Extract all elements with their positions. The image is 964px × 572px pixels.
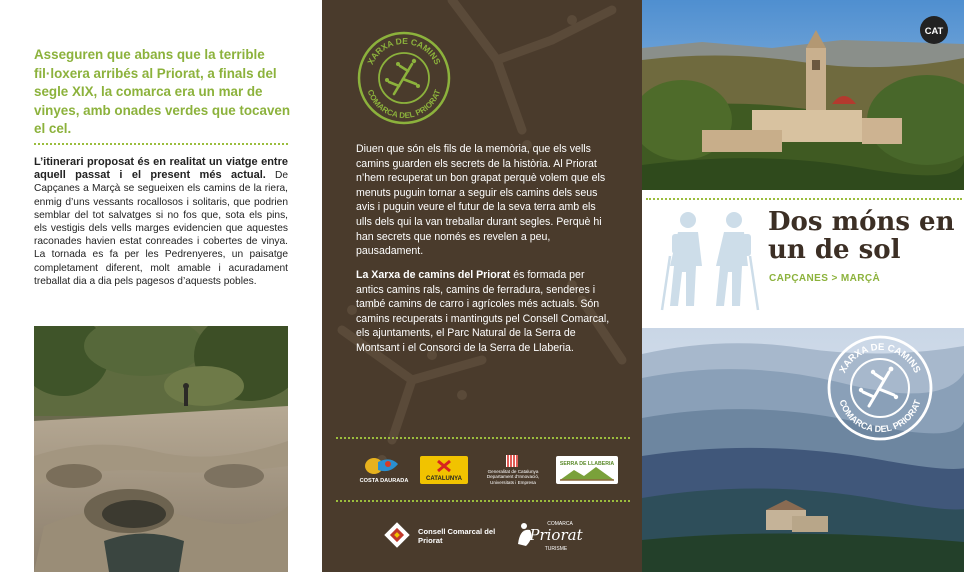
itinerary-text bbox=[34, 156, 288, 288]
seal-white-top-text: XARXA DE CAMINS bbox=[837, 341, 923, 375]
generalitat-label: Generalitat de Catalunya Departament d’Innovació, Universitats i Empresa bbox=[486, 469, 540, 485]
seal-bottom-text: COMARCA DEL PRIORAT bbox=[365, 88, 443, 121]
dotted-divider-title bbox=[646, 198, 962, 200]
right-panel bbox=[642, 0, 964, 572]
middle-panel bbox=[322, 0, 642, 572]
serra-llaberia-logo bbox=[556, 456, 618, 484]
priorat-wordmark: Priorat bbox=[529, 526, 583, 544]
generalitat-logo bbox=[478, 456, 548, 484]
priorat-turisme-logo-icon bbox=[510, 516, 584, 556]
itinerary-lead: L’itinerari proposat és en realitat un viatge entre aquell passat i el present més actual. bbox=[34, 156, 288, 182]
xarxa-camins-seal-white-icon bbox=[826, 334, 934, 442]
village-church-photo bbox=[642, 0, 964, 190]
llaberia-mountain-icon bbox=[556, 456, 618, 484]
svg-text:XARXA DE CAMINS bbox=[365, 36, 443, 66]
page-title: Dos móns en un de sol bbox=[768, 207, 955, 265]
network-lead: La Xarxa de camins del Priorat bbox=[356, 269, 511, 281]
seal-top-text: XARXA DE CAMINS bbox=[365, 35, 443, 67]
hikers-icon bbox=[658, 206, 768, 318]
dotted-divider bbox=[34, 143, 288, 145]
language-badge[interactable]: CAT bbox=[920, 16, 948, 44]
dotted-divider-top bbox=[336, 437, 630, 439]
costa-daurada-label: COSTA DAURADA bbox=[359, 478, 409, 484]
consell-comarcal-label: Consell Comarcal del Priorat bbox=[418, 527, 496, 545]
network-body: és formada per antics camins rals, camins de ferradura, senderes i també camins de carro i agrícoles més actuals. Són camins recuperats i mantinguts pel Consell Comarcal, els ajuntaments, el Parc Natural de la Serra de Montsant i el Consorci de la Serra de Llaberia. bbox=[356, 269, 610, 354]
intro-quote: Asseguren que abans que la terrible fil·loxera arribés al Priorat, a finals del segle XIX, la comarca era un mar de vinyes, amb onades verdes que tocaven el cel. bbox=[34, 47, 291, 136]
llaberia-label: SERRA DE LLABERIA bbox=[559, 461, 615, 467]
river-rocks-photo bbox=[34, 326, 288, 572]
memory-paragraph: Diuen que són els fils de la memòria, que els vells camins guarden els secrets de la història. Al Priorat n’hem recuperat un bon grapat perquè volem que els menuts puguin tornar a seguir els camins dels seus avis i puguin veure el futur de la seva terra amb els ulls dels qui la van treballar durant segles. Perquè hi han secrets que només es revelen a peu, pausadament. bbox=[356, 143, 606, 258]
itinerary-body: De Capçanes a Marçà se segueixen els camins de la riera, enmig d’uns vessants rocallosos i solitaris, que podrien semblar del tot salvatges si no fos que, sota els pins, els vestigis dels vells marges evidencien que aquestes raconades havien estat conreades i cobertes de vinya. La tornada es fa per les Pedrenyeres, un paisatge completament diferent, molt amable i acuradament treballat dia a dia pels pagesos d’aquests pobles. bbox=[34, 170, 288, 287]
consell-comarcal-shield-icon bbox=[382, 520, 412, 550]
priorat-comarca-label: COMARCA bbox=[547, 521, 573, 527]
network-paragraph bbox=[356, 268, 612, 356]
xarxa-camins-seal-icon bbox=[356, 30, 452, 126]
left-panel bbox=[0, 0, 322, 572]
costa-daurada-logo-icon bbox=[354, 456, 410, 480]
catalunya-mark-icon bbox=[420, 456, 468, 484]
dotted-divider-bottom bbox=[336, 500, 630, 502]
catalunya-logo bbox=[420, 456, 468, 484]
priorat-turisme-label: TURISME bbox=[544, 546, 568, 552]
route-subtitle: CAPÇANES > MARÇÀ bbox=[769, 273, 881, 284]
sponsor-logos bbox=[354, 450, 620, 490]
generalitat-shield-icon bbox=[505, 454, 519, 468]
seal-white-bottom-text: COMARCA DEL PRIORAT bbox=[837, 398, 923, 435]
catalunya-label: CATALUNYA bbox=[426, 476, 462, 482]
